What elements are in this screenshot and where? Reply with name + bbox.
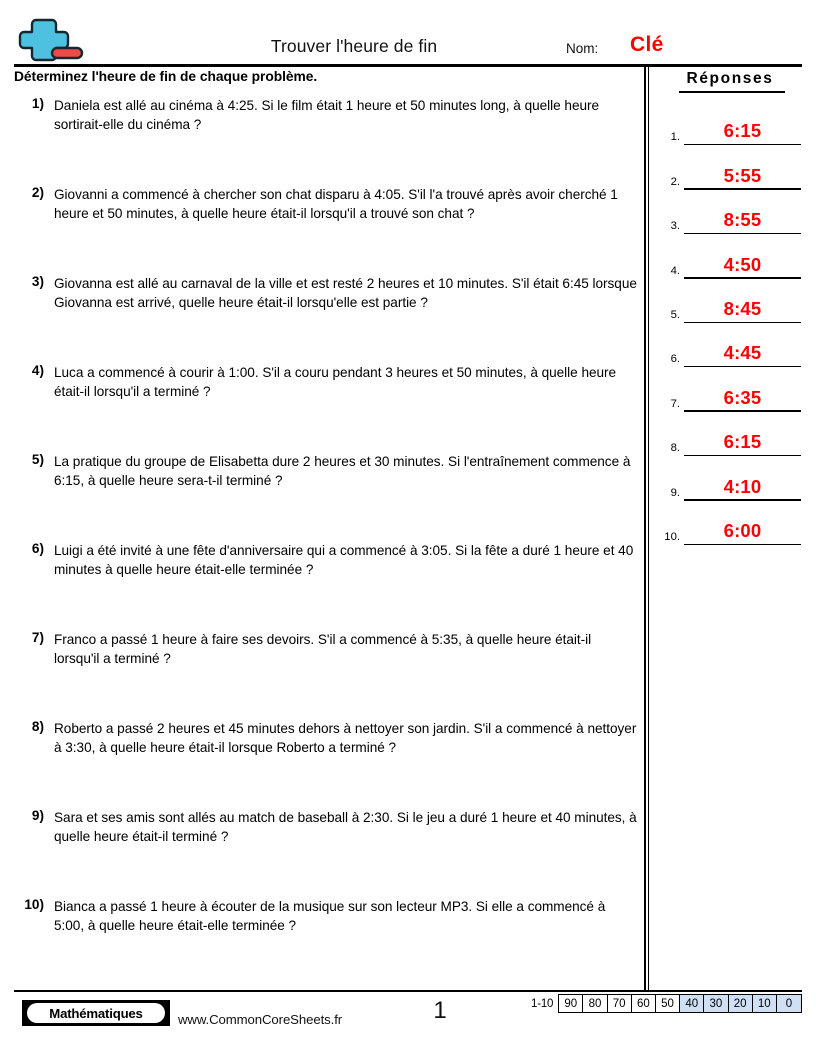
answer-value: 6:35	[723, 386, 762, 408]
answer-row	[655, 195, 805, 239]
answer-number: 2.	[670, 175, 680, 188]
problem-item	[14, 630, 638, 719]
answer-blank-line[interactable]	[684, 144, 801, 145]
score-cell[interactable]: 10	[753, 995, 777, 1012]
divider-line-left	[644, 67, 646, 990]
answer-row	[655, 372, 805, 416]
answers-heading-underline	[679, 91, 785, 93]
answer-value: 4:50	[723, 253, 762, 275]
problem-item	[14, 897, 638, 986]
problem-text: Giovanni a commencé à chercher son chat disparu à 4:05. S'il l'a trouvé après avoir cherché 1 heure et 50 minutes, à quelle heure était-il lorsqu'il a trouvé son chat ?	[54, 187, 618, 221]
answer-blank-line[interactable]	[684, 233, 801, 234]
problem-number: 8)	[31, 719, 44, 734]
answer-blank-line[interactable]	[684, 544, 801, 545]
score-range-label: 1-10	[531, 997, 554, 1010]
header-divider-rule	[14, 64, 802, 67]
directions-text: Déterminez l'heure de fin de chaque problème.	[14, 69, 318, 84]
answer-number: 5.	[670, 308, 680, 321]
plus-minus-math-icon	[14, 16, 90, 64]
answer-row	[655, 106, 805, 150]
answer-list	[655, 106, 805, 550]
problem-item	[14, 274, 638, 363]
answer-blank-line[interactable]	[684, 277, 801, 278]
answers-heading: Réponses	[686, 70, 774, 87]
answer-row	[655, 417, 805, 461]
problem-item	[14, 541, 638, 630]
problem-number: 10)	[24, 897, 44, 912]
problem-number: 9)	[31, 808, 44, 823]
page-header	[14, 14, 802, 66]
brand-pill	[27, 1003, 165, 1023]
problem-item	[14, 96, 638, 185]
problem-item	[14, 363, 638, 452]
score-cell[interactable]: 0	[777, 995, 801, 1012]
score-cells	[558, 994, 802, 1013]
answer-row	[655, 461, 805, 505]
answer-blank-line[interactable]	[684, 455, 801, 456]
score-cell[interactable]: 20	[729, 995, 753, 1012]
answer-value: 4:45	[723, 342, 762, 364]
answer-value: 6:00	[723, 519, 762, 541]
footer-divider-rule	[14, 990, 802, 992]
problem-number: 6)	[31, 541, 44, 556]
answer-number: 1.	[670, 131, 680, 144]
problems-column	[14, 96, 638, 986]
answer-number: 9.	[670, 486, 680, 499]
answer-row	[655, 506, 805, 550]
problem-text: La pratique du groupe de Elisabetta dure 2 heures et 30 minutes. Si l'entraînement commence à 6:15, à quelle heure sera-t-il terminé ?	[54, 454, 631, 488]
brand-label: Mathématiques	[49, 1005, 143, 1021]
problem-number: 3)	[31, 274, 44, 289]
answer-row	[655, 239, 805, 283]
score-cell[interactable]: 50	[656, 995, 680, 1012]
answer-number: 3.	[670, 220, 680, 233]
answer-value: 8:45	[723, 297, 762, 319]
problem-number: 1)	[31, 96, 44, 111]
answer-number: 8.	[670, 442, 680, 455]
problem-text: Giovanna est allé au carnaval de la ville et est resté 2 heures et 10 minutes. S'il était 6:45 lorsque Giovanna est arrivé, quelle heure était-il lorsqu'elle est partie ?	[54, 276, 637, 310]
score-cell[interactable]: 90	[559, 995, 583, 1012]
answer-number: 10.	[664, 530, 680, 543]
problem-number: 5)	[31, 452, 44, 467]
score-cell[interactable]: 60	[632, 995, 656, 1012]
problem-text: Luca a commencé à courir à 1:00. S'il a couru pendant 3 heures et 50 minutes, à quelle heure était-il lorsqu'il a terminé ?	[54, 365, 617, 399]
problem-item	[14, 719, 638, 808]
answer-value: 6:15	[723, 431, 762, 453]
problem-text: Sara et ses amis sont allés au match de baseball à 2:30. Si le jeu a duré 1 heure et 40 minutes, à quelle heure était-il terminé ?	[54, 810, 637, 844]
answer-number: 4.	[670, 264, 680, 277]
answer-row	[655, 150, 805, 194]
divider-line-right	[648, 67, 650, 990]
problem-text: Bianca a passé 1 heure à écouter de la musique sur son lecteur MP3. Si elle a commencé à 5:00, à quelle heure était-elle terminée ?	[54, 899, 606, 933]
name-value: Clé	[630, 33, 664, 56]
answer-value: 4:10	[723, 475, 762, 497]
problem-text: Roberto a passé 2 heures et 45 minutes dehors à nettoyer son jardin. S'il a commencé à nettoyer à 3:30, à quelle heure était-il lorsque Roberto a terminé ?	[54, 721, 637, 755]
score-cell[interactable]: 30	[704, 995, 728, 1012]
answer-blank-line[interactable]	[684, 366, 801, 367]
answer-value: 5:55	[723, 164, 762, 186]
page-title: Trouver l'heure de fin	[270, 36, 438, 56]
score-cell[interactable]: 70	[608, 995, 632, 1012]
site-url: www.CommonCoreSheets.fr	[178, 1012, 343, 1027]
answer-blank-line[interactable]	[684, 410, 801, 411]
answer-number: 6.	[670, 353, 680, 366]
answer-row	[655, 328, 805, 372]
column-divider	[644, 67, 649, 990]
answer-value: 6:15	[723, 120, 762, 142]
problem-text: Franco a passé 1 heure à faire ses devoirs. S'il a commencé à 5:35, à quelle heure était-il lorsqu'il a terminé ?	[54, 632, 592, 666]
problem-number: 2)	[31, 185, 44, 200]
problem-item	[14, 185, 638, 274]
page-number: 1	[433, 997, 447, 1024]
answer-blank-line[interactable]	[684, 188, 801, 189]
problem-item	[14, 452, 638, 541]
problem-text: Daniela est allé au cinéma à 4:25. Si le film était 1 heure et 50 minutes long, à quelle heure sortirait-elle du cinéma ?	[54, 98, 600, 132]
problem-number: 7)	[31, 630, 44, 645]
problem-item	[14, 808, 638, 897]
problem-text: Luigi a été invité à une fête d'anniversaire qui a commencé à 3:05. Si la fête a duré 1 heure et 40 minutes à quelle heure était-elle terminée ?	[54, 543, 634, 577]
problem-number: 4)	[31, 363, 44, 378]
name-label: Nom:	[566, 41, 599, 56]
answer-blank-line[interactable]	[684, 322, 801, 323]
answer-number: 7.	[670, 397, 680, 410]
score-cell[interactable]: 80	[583, 995, 607, 1012]
score-cell[interactable]: 40	[680, 995, 704, 1012]
brand-badge	[22, 1000, 170, 1026]
score-scale	[531, 994, 802, 1013]
answer-blank-line[interactable]	[684, 499, 801, 500]
answer-row	[655, 284, 805, 328]
answer-value: 8:55	[723, 209, 762, 231]
